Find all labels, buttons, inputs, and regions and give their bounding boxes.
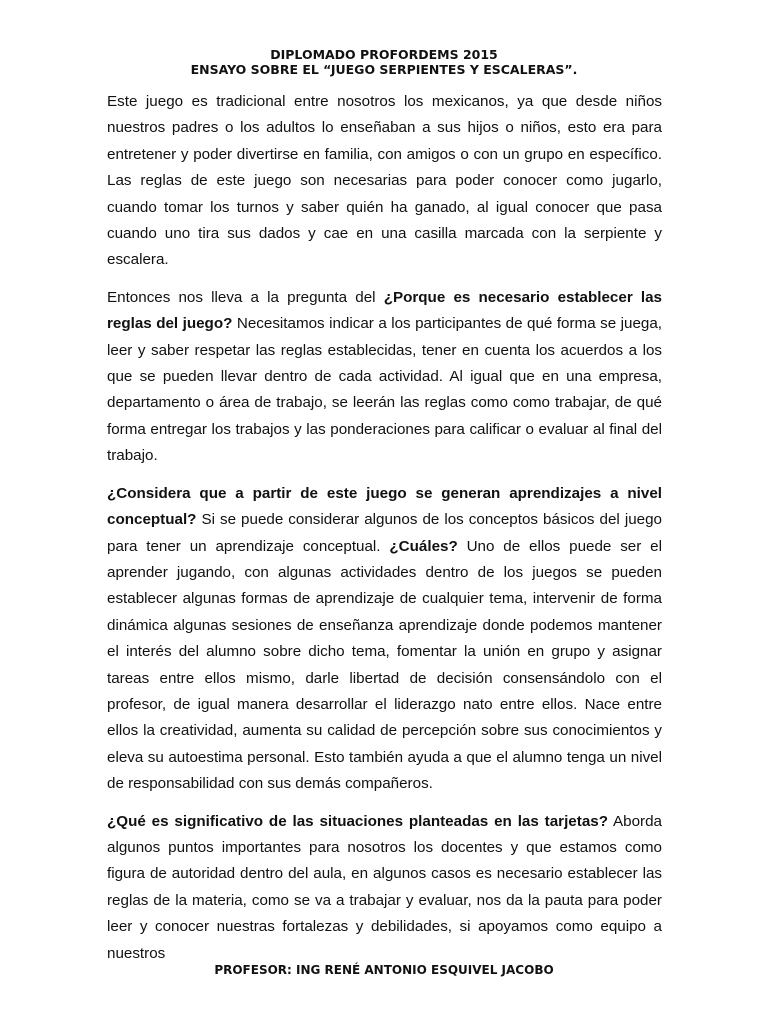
paragraph-3-text-2: Uno de ellos puede ser el aprender jugando, con algunas actividades dentro de los juegos se pueden establecer algunas formas de aprendizaje de cualquier tema, intervenir de forma dinámica algunas sesiones de enseñanza aprendizaje donde podemos mantener el interés del alumno sobre dicho tema, fomentar la unión en grupo y asignar tareas entre ellos mismo, darle libertad de decisión consensándolo con el profesor, de igual manera desarrollar el liderazgo nato entre ellos. Nace entre ellos la creatividad, aumenta su calidad de percepción sobre sus conocimientos y eleva su autoestima personal. Esto también ayuda a que el alumno tenga un nivel de responsabilidad con sus demás compañeros. — [107, 537, 662, 793]
paragraph-3 — [107, 481, 662, 798]
paragraph-2-intro: Entonces nos lleva a la pregunta del — [107, 288, 384, 306]
document-footer: PROFESOR: ING RENÉ ANTONIO ESQUIVEL JACOBO — [214, 963, 554, 977]
essay-body — [107, 89, 662, 978]
paragraph-2-question: ¿Porque es necesario establecer las reglas del juego? — [107, 288, 663, 333]
paragraph-2-text: Necesitamos indicar a los participantes de qué forma se juega, leer y saber respetar las reglas establecidas, tener en cuenta los acuerdos a los que se pueden llevar dentro de cada actividad. Al igual que en una empresa, departamento o área de trabajo, se leerán las reglas como como trabajar, de qué forma entregar los trabajos y las ponderaciones para calificar o evaluar al final del trabajo. — [107, 315, 663, 465]
paragraph-4-question: ¿Qué es significativo de las situaciones planteadas en las tarjetas? — [107, 812, 608, 830]
paragraph-3-question: ¿Considera que a partir de este juego se generan aprendizajes a nivel conceptual? — [107, 484, 662, 529]
paragraph-4-text: Aborda algunos puntos importantes para nosotros los docentes y que estamos como figura de autoridad dentro del aula, en algunos casos es necesario establecer las reglas de la materia, como se va a trabajar y evaluar, nos da la pauta para poder leer y conocer nuestras fortalezas y debilidades, si apoyamos como equipo a nuestros — [107, 812, 662, 962]
header-subtitle: ENSAYO SOBRE EL “JUEGO SERPIENTES Y ESCALERAS”. — [190, 62, 578, 77]
header-title: DIPLOMADO PROFORDEMS 2015 — [270, 47, 498, 62]
paragraph-1-text: Este juego es tradicional entre nosotros los mexicanos, ya que desde niños nuestros padres o los adultos lo enseñaban a sus hijos o niños, esto era para entretener y poder divertirse en familia, con amigos o con un grupo en específico. Las reglas de este juego son necesarias para poder conocer como jugarlo, cuando tomar los turnos y saber quién ha ganado, al igual conocer que pasa cuando uno tira sus dados y cae en una casilla marcada con la serpiente y escalera. — [107, 93, 662, 269]
paragraph-4 — [107, 809, 662, 967]
document-header — [0, 47, 768, 77]
paragraph-3-question-2: ¿Cuáles? — [389, 537, 458, 555]
paragraph-1 — [107, 89, 662, 274]
paragraph-2 — [107, 285, 662, 470]
paragraph-3-text-1: Si se puede considerar algunos de los conceptos básicos del juego para tener un aprendizaje conceptual. — [107, 511, 662, 555]
